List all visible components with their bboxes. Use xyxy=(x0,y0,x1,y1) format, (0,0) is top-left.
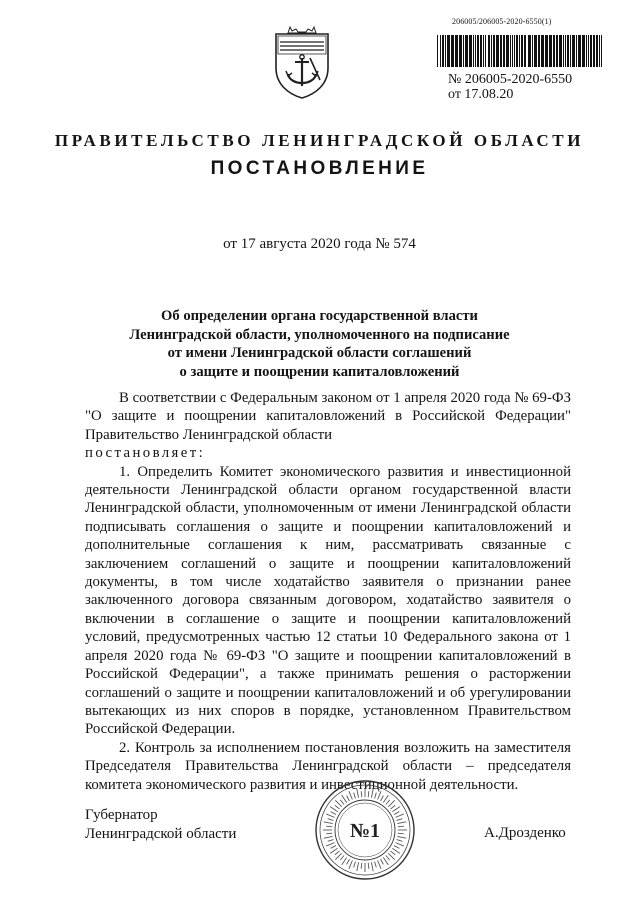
item-1-paragraph: 1. Определить Комитет экономического развития и инвестиционной деятельности Ленинградской области органом государственной власти Ленинградской области, уполномоченным от имени Ленинградской области подписывать соглашения о защите и поощрении капиталовложений и дополнительные соглашения к ним, рассматривать связанные с заключением соглашений о защите и поощрении капиталовложений документы, в том числе ходатайство заявителя о признании ранее заключенного договора связанным договором, ходатайство заявителя о включении в соглашение о защите и поощрении капиталовложений условий, предусмотренных частью 12 статьи 10 Федерального закона от 1 апреля 2020 года № 69-ФЗ "О защите и поощрении капиталовложений в Российской Федерации", а также принимать решения о расторжении соглашений о защите и поощрении капиталовложений и об урегулировании вытекающих из них споров в порядке, установленном Правительством Российской Федерации. xyxy=(85,463,571,738)
signatory-position xyxy=(85,806,236,844)
position-line: Губернатор xyxy=(85,807,158,823)
signatory-name: А.Дрозденко xyxy=(484,825,566,841)
document-type: ПОСТАНОВЛЕНИЕ xyxy=(210,158,429,179)
resolves-word: постановляет: xyxy=(85,445,206,462)
position-line: Ленинградской области xyxy=(85,826,237,842)
title-line: о защите и поощрении капиталовложений xyxy=(179,363,460,380)
decree-title xyxy=(0,307,639,381)
seal-number: №1 xyxy=(349,820,381,842)
registration-code-top: 206005/206005-2020-6550(1) xyxy=(452,17,552,26)
official-seal-icon xyxy=(314,776,416,884)
decree-date-number: от 17 августа 2020 года № 574 xyxy=(223,236,416,252)
decree-body xyxy=(85,389,571,794)
registration-number: № 206005-2020-6550 xyxy=(448,72,573,87)
title-line: от имени Ленинградской области соглашений xyxy=(167,345,472,361)
title-line: Ленинградской области, уполномоченного на подписание xyxy=(129,326,510,343)
item-2-paragraph: 2. Контроль за исполнением постановления возложить на заместителя Председателя Правительства Ленинградской области – председателя комитета экономического развития и инвестиционной деятельности. xyxy=(85,739,571,793)
registration-date: от 17.08.20 xyxy=(448,87,514,102)
barcode-icon xyxy=(437,35,605,67)
government-heading: ПРАВИТЕЛЬСТВО ЛЕНИНГРАДСКОЙ ОБЛАСТИ xyxy=(54,131,585,150)
coat-of-arms-icon xyxy=(270,24,334,100)
title-line: Об определении органа государственной власти xyxy=(161,308,478,324)
preamble-paragraph: В соответствии с Федеральным законом от 1 апреля 2020 года № 69-ФЗ "О защите и поощрении капиталовложений в Российской Федерации" Правительство Ленинградской области xyxy=(85,390,571,443)
